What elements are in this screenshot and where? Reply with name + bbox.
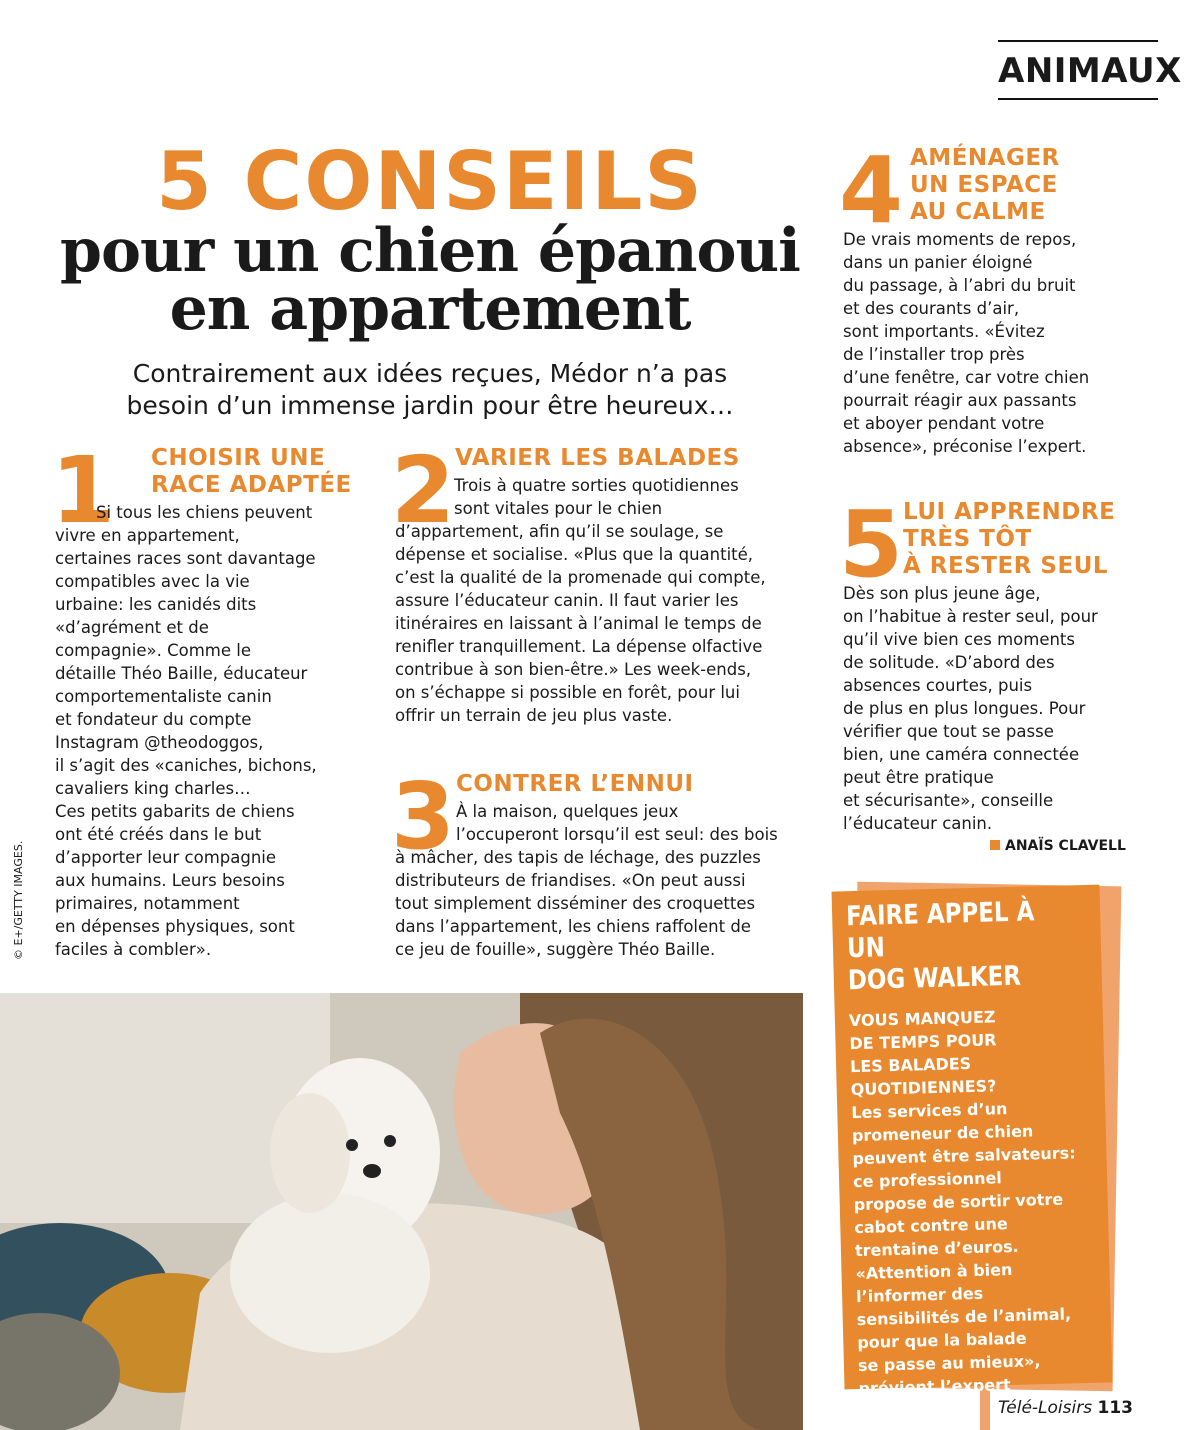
author-signature: ANAÏS CLAVELL (990, 838, 1126, 854)
tip-body-line: Si tous les chiens peuvent (96, 503, 313, 522)
box-text-line: propose de sortir votre (853, 1189, 1064, 1215)
tip-body-line: pourrait réagir aux passants (843, 391, 1077, 410)
tip-body-line: ont été créés dans le but (55, 825, 262, 844)
box-text-line: se passe au mieux», (857, 1351, 1041, 1376)
tip-body-line: dans l’appartement, les chiens raffolent de (395, 917, 751, 936)
box-title (846, 896, 1052, 997)
subtitle-line: pour un chien épanoui (60, 216, 800, 286)
tip-title (910, 145, 1060, 226)
tip-body-line: primaires, notamment (55, 894, 240, 913)
intro-line: besoin d’un immense jardin pour être heureux… (126, 391, 734, 420)
tip-body-line: aux humains. Leurs besoins (55, 871, 285, 890)
box-title-line: DOG WALKER (847, 960, 1022, 997)
tip-body (843, 582, 1098, 835)
tip-body (55, 501, 317, 961)
tip-body-line: c’est la qualité de la promenade qui compte, (395, 568, 766, 587)
box-text (851, 1095, 1099, 1423)
box-text-line: Les services d’un (851, 1099, 1008, 1123)
tip-title-line: LUI APPRENDRE (903, 499, 1116, 525)
tip-body-line: sont importants. «Évitez (843, 322, 1045, 341)
box-text-line: promeneur de chien (851, 1121, 1034, 1146)
tip-body-line: et des courants d’air, (843, 299, 1020, 318)
tip-number: 3 (391, 763, 452, 870)
tip-body-line: Ces petits gabarits de chiens (55, 802, 295, 821)
tip-body-line: renifler tranquillement. La dépense olfactive (395, 637, 763, 656)
subtitle (0, 216, 860, 344)
box-lead-line: QUOTIDIENNES? (850, 1076, 997, 1100)
box-lead-line: LES BALADES (849, 1053, 972, 1077)
tip-title-line: VARIER LES BALADES (455, 445, 740, 471)
subtitle-line: en appartement (169, 274, 691, 344)
tip-body-line: on l’habitue à rester seul, pour (843, 607, 1098, 626)
headline: 5 CONSEILS (156, 135, 704, 228)
tip-body-line: d’apporter leur compagnie (55, 848, 277, 867)
box-text-line: peuvent être salvateurs: (852, 1143, 1076, 1169)
tip-title-line: À RESTER SEUL (903, 553, 1109, 579)
tip-body-line: il s’agit des «caniches, bichons, (55, 756, 317, 775)
tip-title-line: CONTRER L’ENNUI (456, 771, 694, 797)
tip-body-line: de l’installer trop près (843, 345, 1025, 364)
tip-title (151, 445, 352, 499)
tip-title (903, 499, 1115, 580)
box-text-line: trentaine d’euros. (854, 1236, 1019, 1261)
box-text-line: sensibilités de l’animal, (856, 1304, 1072, 1330)
tip-body-line: distributeurs de friandises. «On peut aussi (395, 871, 746, 890)
section-rubric: ANIMAUX (998, 40, 1158, 100)
tip-body-line: peut être pratique (843, 768, 994, 787)
tip-number: 1 (51, 437, 112, 544)
tip-body-line: de solitude. «D’abord des (843, 653, 1055, 672)
box-lead-line: VOUS MANQUEZ (848, 1007, 996, 1031)
tip-body-line: compagnie». Comme le (55, 641, 251, 660)
box-title-line: FAIRE APPEL À UN (845, 896, 1035, 965)
box-text-line: pour que la balade (857, 1328, 1027, 1353)
tip-body-line: comportementaliste canin (55, 687, 272, 706)
photo-illustration (0, 993, 803, 1430)
tip-body (843, 228, 1089, 458)
box-lead (849, 1003, 1091, 1101)
tip-body-line: en dépenses physiques, sont (55, 917, 295, 936)
tip-title (456, 771, 694, 798)
tip-body-line: Dès son plus jeune âge, (843, 584, 1041, 603)
tip-body-line: «d’agrément et de (55, 618, 209, 637)
tip-body-line: De vrais moments de repos, (843, 230, 1077, 249)
tip-title-line: AMÉNAGER (910, 145, 1060, 171)
tip-body-line: dans un panier éloigné (843, 253, 1033, 272)
tip-title-line: RACE ADAPTÉE (151, 472, 352, 498)
tip-number: 5 (839, 491, 900, 598)
tip-body (395, 474, 766, 727)
tip-body-line: certaines races sont davantage (55, 549, 316, 568)
tip-body-line: d’une fenêtre, car votre chien (843, 368, 1090, 387)
tip-body-line: À la maison, quelques jeux (456, 802, 679, 821)
tip-body-line: qu’il vive bien ces moments (843, 630, 1075, 649)
intro-line: Contrairement aux idées reçues, Médor n’a pas (132, 359, 728, 388)
tip-body-line: du passage, à l’abri du bruit (843, 276, 1076, 295)
box-text-line: l’informer des (855, 1283, 984, 1307)
tip-body-line: faciles à combler». (55, 940, 212, 959)
tip-body-line: bien, une caméra connectée (843, 745, 1080, 764)
tip-body-line: cavaliers king charles… (55, 779, 251, 798)
box-text-line: cabot contre une (854, 1214, 1008, 1238)
tip-body-line: et fondateur du compte (55, 710, 252, 729)
page-footer (998, 1398, 1133, 1418)
tip-body-line: d’appartement, afin qu’il se soulage, se (395, 522, 724, 541)
tip-body-line: Trois à quatre sorties quotidiennes (454, 476, 739, 495)
photo-credit: © E+/GETTY IMAGES. (12, 840, 25, 960)
tip-body-line: Instagram @theodoggos, (55, 733, 264, 752)
box-text-line: «Attention à bien (855, 1259, 1013, 1284)
tip-title-line: TRÈS TÔT (903, 526, 1032, 552)
tip-body-line: itinéraires en laissant à l’animal le temps de (395, 614, 762, 633)
tip-body-line: ce jeu de fouille», suggère Théo Baille. (395, 940, 716, 959)
tip-body-line: et sécurisante», conseille (843, 791, 1054, 810)
tip-body-line: l’éducateur canin. (843, 814, 993, 833)
box-text-line: Théo Baille. (858, 1399, 966, 1422)
tip-body-line: dépense et socialise. «Plus que la quantité, (395, 545, 754, 564)
photo-woman-with-dog (0, 993, 803, 1430)
tip-body-line: on s’échappe si possible en forêt, pour lui (395, 683, 740, 702)
tip-body-line: absences courtes, puis (843, 676, 1033, 695)
tip-body-line: assure l’éducateur canin. Il faut varier les (395, 591, 739, 610)
page-number: 113 (1097, 1398, 1133, 1418)
tip-body-line: à mâcher, des tapis de léchage, des puzzles (395, 848, 761, 867)
tip-body-line: l’occuperont lorsqu’il est seul: des bois (456, 825, 778, 844)
tip-body-line: sont vitales pour le chien (454, 499, 663, 518)
tip-body-line: vivre en appartement, (55, 526, 240, 545)
tip-body-line: urbaine: les canidés dits (55, 595, 257, 614)
tip-body-line: et aboyer pendant votre (843, 414, 1045, 433)
tip-body-line: vérifier que tout se passe (843, 722, 1054, 741)
box-lead-line: DE TEMPS POUR (849, 1030, 997, 1054)
tip-title (455, 445, 740, 472)
tip-body-line: contribue à son bien-être.» Les week-ends, (395, 660, 752, 679)
intro (0, 358, 860, 422)
tip-body-line: absence», préconise l’expert. (843, 437, 1087, 456)
tip-body-line: offrir un terrain de jeu plus vaste. (395, 706, 673, 725)
tip-title-line: UN ESPACE (910, 172, 1058, 198)
box-text-line: prévient l’expert (858, 1375, 1011, 1399)
tip-body-line: compatibles avec la vie (55, 572, 250, 591)
tip-body (395, 800, 778, 961)
tip-body-line: tout simplement disséminer des croquettes (395, 894, 756, 913)
box-text-line: ce professionnel (852, 1168, 1003, 1192)
tip-body-line: de plus en plus longues. Pour (843, 699, 1086, 718)
tip-body-line: détaille Théo Baille, éducateur (55, 664, 308, 683)
tip-number: 4 (839, 137, 900, 244)
tip-title-line: AU CALME (910, 199, 1046, 225)
tip-number: 2 (391, 437, 452, 544)
tip-title-line: CHOISIR UNE (151, 445, 326, 471)
magazine-name: Télé-Loisirs (998, 1398, 1093, 1418)
